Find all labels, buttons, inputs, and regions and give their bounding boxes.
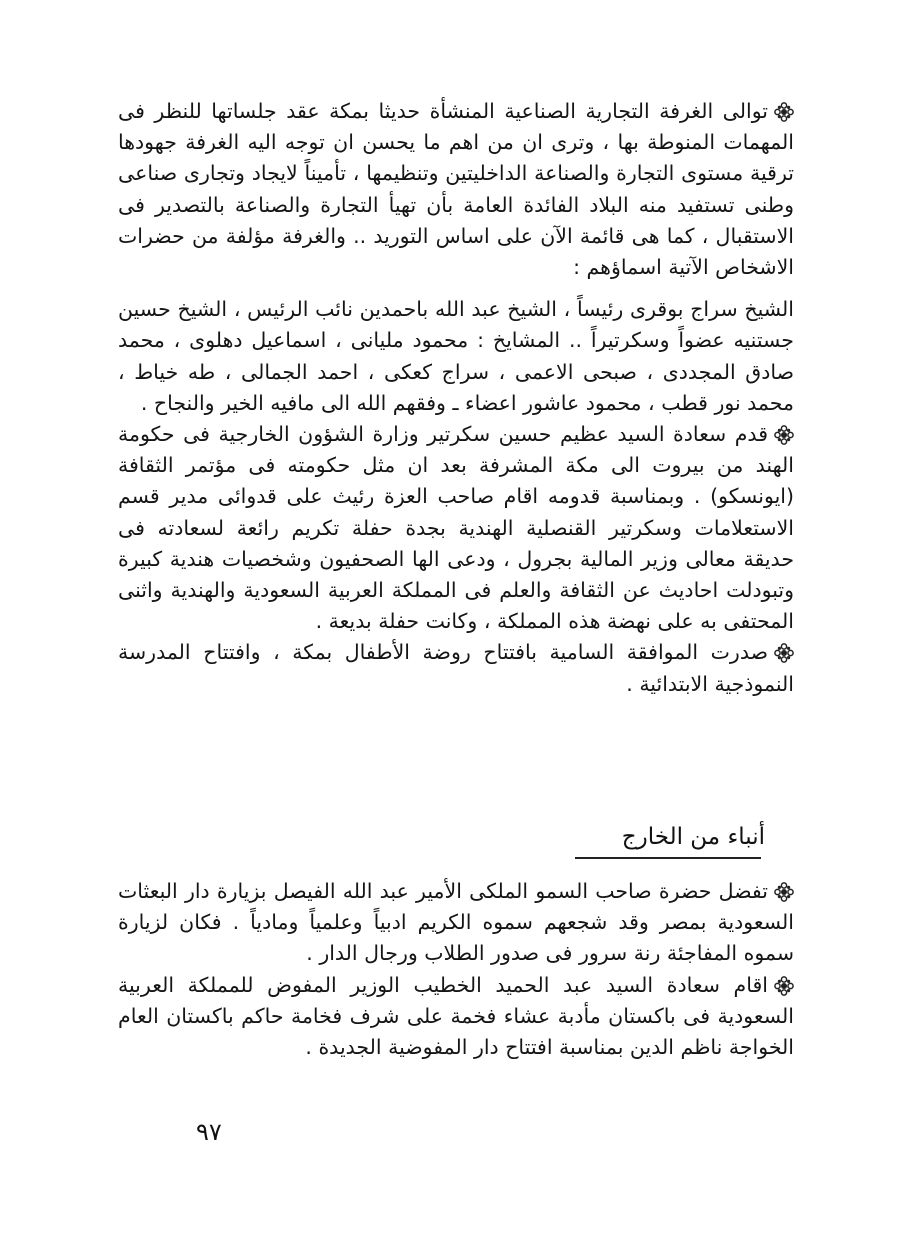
flower-ornament-icon <box>774 425 794 445</box>
section-heading-box <box>575 822 765 868</box>
paragraph-indian-secretary <box>118 419 794 637</box>
paragraph-commerce-chamber <box>118 96 794 283</box>
paragraph-kindergarten <box>118 637 794 699</box>
paragraph-pakistan-banquet <box>118 970 794 1064</box>
heading-underline <box>575 857 761 859</box>
flower-ornament-icon <box>774 102 794 122</box>
paragraph-text: توالى الغرفة التجارية الصناعية المنشأة حديثا بمكة عقد جلساتها للنظر فى المهمات المنوطة بها ، وترى ان من اهم ما يحسن ان توجه اليه الغرفة جهودها ترقية مستوى التجارة والصناعة الداخليتين وتنظيمها ، تأميناً لايجاد وتجارى صناعى وطنى تستفيد منه البلاد الفائدة العامة بأن تهيأ التجارة والصناعة بالتصدير فى الاستقبال ، كما هى قائمة الآن على اساس التوريد .. والغرفة مؤلفة من حضرات الاشخاص الآتية اسماؤهم : <box>118 99 794 280</box>
paragraph-text: الشيخ سراج بوقرى رئيساً ، الشيخ عبد الله باحمدين نائب الرئيس ، الشيخ حسين جستنيه عضواً وسكرتيراً .. المشايخ : محمود مليانى ، اسماعيل دهلوى ، محمد صادق المجددى ، صبحى الاعمى ، سراج كعكى ، احمد الجمالى ، طه خياط ، محمد نور قطب ، محمود عاشور اعضاء ـ وفقهم الله الى مافيه الخير والنجاح . <box>118 297 794 415</box>
flower-ornament-icon <box>774 976 794 996</box>
paragraph-text: قدم سعادة السيد عظيم حسين سكرتير وزارة الشؤون الخارجية فى حكومة الهند من بيروت الى مكة المشرفة بعد ان مثل حكومته فى مؤتمر الثقافة (ايونسكو) . وبمناسبة قدومه اقام صاحب العزة رئيث على قدوائى مدير قسم الاستعلامات وسكرتير القنصلية الهندية بجدة حفلة تكريم رائعة لسعادته فى حديقة معالى وزير المالية بجرول ، ودعى الها الصحفيون وشخصيات هندية كبيرة وتبودلت احاديث عن الثقافة والعلم فى المملكة العربية السعودية والهندية واثنى المحتفى به على نهضة هذه المملكة ، وكانت حفلة بديعة . <box>118 422 794 634</box>
page-number: ٩٧ <box>196 1118 222 1146</box>
paragraph-chamber-members <box>118 294 794 419</box>
section-heading: أنباء من الخارج <box>621 824 765 850</box>
flower-ornament-icon <box>774 643 794 663</box>
upper-text-block <box>118 96 794 700</box>
paragraph-text: اقام سعادة السيد عبد الحميد الخطيب الوزير المفوض للمملكة العربية السعودية فى باكستان مأدبة عشاء فخمة على شرف فخامة حاكم باكستان العام الخواجة ناظم الدين بمناسبة افتتاح دار المفوضية الجديدة . <box>118 972 794 1060</box>
lower-text-block <box>118 876 794 1063</box>
paragraph-text: صدرت الموافقة السامية بافتتاح روضة الأطفال بمكة ، وافتتاح المدرسة النموذجية الابتدائية . <box>118 640 794 696</box>
flower-ornament-icon <box>774 882 794 902</box>
paragraph-text: تفضل حضرة صاحب السمو الملكى الأمير عبد الله الفيصل بزيارة دار البعثات السعودية بمصر وقد شجعهم سموه الكريم ادبياً وعلمياً ومادياً . فكان لزيارة سموه المفاجئة رنة سرور فى صدور الطلاب ورجال الدار . <box>118 879 794 966</box>
paragraph-prince-visit <box>118 876 794 970</box>
